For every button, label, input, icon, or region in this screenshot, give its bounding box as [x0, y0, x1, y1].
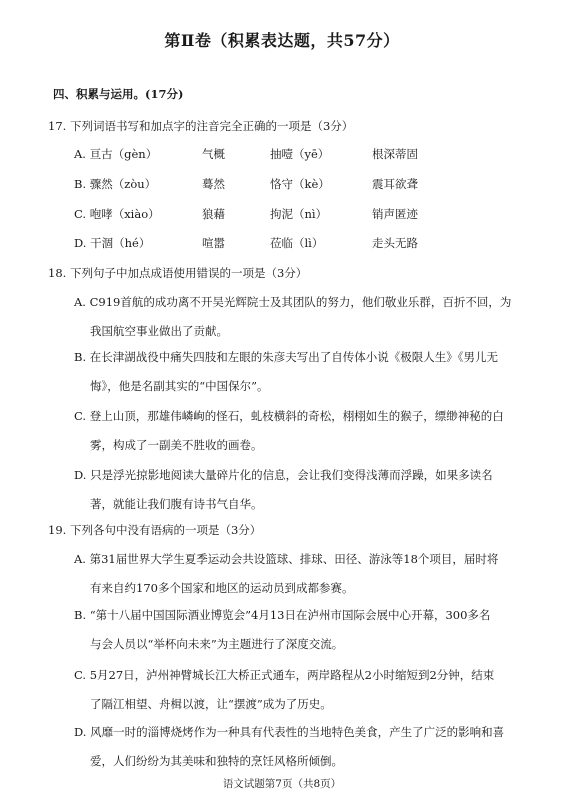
q19-d-line2: 爱，人们纷纷为其美味和独特的烹饪风格所倾倒。 [90, 754, 343, 768]
q19-option-b [74, 601, 522, 659]
q17-c-word4: 销声匿迹 [372, 207, 418, 221]
q17-a-word4: 根深蒂固 [372, 147, 418, 161]
q19-c-line1: C. 5月27日，泸州神臂城长江大桥正式通车，两岸路程从2小时缩短到2分钟，结束 [74, 668, 495, 682]
q17-c-word1: C. 咆哮（xiào） [74, 207, 160, 221]
q17-d-word3: 莅临（lì） [270, 236, 324, 250]
q18-option-c [74, 402, 522, 460]
q19-option-c [74, 661, 522, 719]
q19-option-d [74, 718, 522, 776]
q17-option-d [74, 235, 514, 253]
q18-b-line2: 悔》，他是名副其实的“中国保尔”。 [90, 379, 269, 393]
q17-d-word1: D. 干涸（hé） [74, 236, 151, 250]
q18-d-line2: 著，就能让我们腹有诗书气自华。 [90, 497, 263, 511]
q18-c-line2: 雾，构成了一副美不胜收的画卷。 [90, 438, 263, 452]
q17-a-word1: A. 亘古（gèn） [74, 147, 158, 161]
q18-c-line1: C. 登上山顶，那雄伟嶙峋的怪石，虬枝横斜的奇松，栩栩如生的猴子，缥缈神秘的白 [74, 409, 504, 423]
q18-option-b [74, 343, 522, 401]
q17-b-word2: 蓦然 [202, 177, 225, 191]
q19-option-a [74, 545, 522, 603]
q17-c-word3: 拘泥（nì） [270, 207, 328, 221]
q17-b-word3: 恪守（kè） [270, 177, 330, 191]
question-18-stem: 18. 下列句子中加点成语使用错误的一项是（3分） [48, 266, 308, 280]
q17-option-b [74, 176, 514, 194]
section-heading: 四、积累与运用。(17分) [53, 87, 184, 101]
q19-a-line1: A. 第31届世界大学生夏季运动会共设篮球、排球、田径、游泳等18个项目，届时将 [74, 552, 499, 566]
q17-d-word2: 喧嚣 [202, 236, 225, 250]
page-title: 第Ⅱ卷（积累表达题，共57分） [164, 31, 400, 50]
q17-a-word3: 抽噎（yē） [270, 147, 330, 161]
q17-b-word1: B. 骤然（zòu） [74, 177, 157, 191]
q19-b-line2: 与会人员以“举杯向未来”为主题进行了深度交流。 [90, 637, 344, 651]
page-footer: 语文试题第7页（共8页） [222, 778, 342, 790]
q18-d-line1: D. 只是浮光掠影地阅读大量碎片化的信息，会让我们变得浅薄而浮躁，如果多读名 [74, 468, 493, 482]
q18-option-d [74, 461, 522, 519]
q18-option-a [74, 288, 522, 346]
question-19-stem: 19. 下列各句中没有语病的一项是（3分） [48, 523, 262, 537]
q17-a-word2: 气概 [202, 147, 225, 161]
q17-option-c [74, 206, 514, 224]
q17-c-word2: 狼藉 [202, 207, 225, 221]
q18-a-line1: A. C919首航的成功离不开吴光辉院士及其团队的努力，他们敬业乐群，百折不回，为 [74, 295, 512, 309]
question-17-stem: 17. 下列词语书写和加点字的注音完全正确的一项是（3分） [48, 119, 354, 133]
q19-c-line2: 了隔江相望、舟楫以渡，让“摆渡”成为了历史。 [90, 697, 332, 711]
q17-d-word4: 走头无路 [372, 236, 418, 250]
q19-b-line1: B. “第十八届中国国际酒业博览会”4月13日在泸州市国际会展中心开幕，300多名 [74, 608, 491, 622]
q17-b-word4: 震耳欲聋 [372, 177, 418, 191]
q17-option-a [74, 146, 514, 164]
q19-a-line2: 有来自约170多个国家和地区的运动员到成都参赛。 [90, 581, 354, 595]
q18-a-line2: 我国航空事业做出了贡献。 [90, 324, 228, 338]
q18-b-line1: B. 在长津湖战役中痛失四肢和左眼的朱彦夫写出了自传体小说《极限人生》《男儿无 [74, 350, 499, 364]
q19-d-line1: D. 风靡一时的淄博烧烤作为一种具有代表性的当地特色美食，产生了广泛的影响和喜 [74, 725, 505, 739]
